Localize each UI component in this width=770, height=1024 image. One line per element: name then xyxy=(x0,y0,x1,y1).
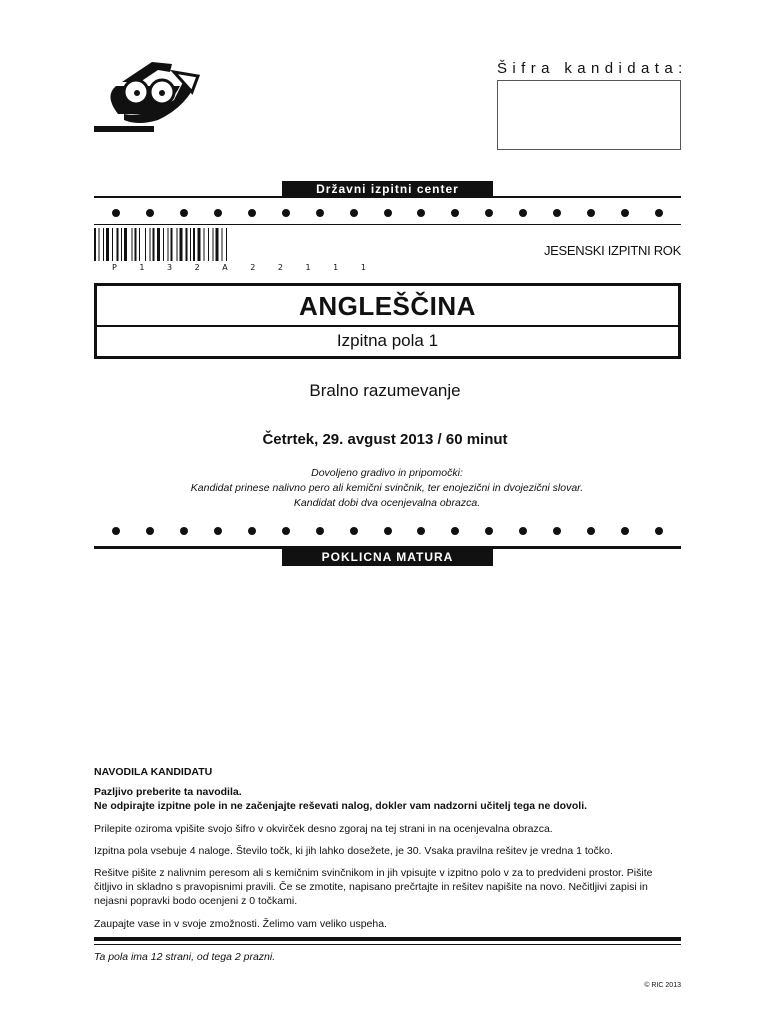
copyright: © RIC 2013 xyxy=(644,982,681,989)
instructions-title: NAVODILA KANDIDATU xyxy=(94,766,213,778)
allowed-materials-text: Kandidat dobi dva ocenjevalna obrazca. xyxy=(293,497,481,509)
divider-line xyxy=(94,944,681,945)
allowed-materials-heading: Dovoljeno gradivo in pripomočki: xyxy=(311,467,463,479)
exam-date: Četrtek, 29. avgust 2013 / 60 minut xyxy=(262,431,508,448)
subject-title: ANGLEŠČINA xyxy=(299,291,476,321)
candidate-code-box[interactable] xyxy=(497,80,681,150)
instructions-paragraph: Zaupajte vase in v svoje zmožnosti. Želimo vam veliko uspeha. xyxy=(94,918,387,930)
candidate-code-label: Šifra kandidata: xyxy=(497,60,688,77)
barcode xyxy=(94,228,270,261)
allowed-materials-text: Kandidat prinese nalivno pero ali kemični svinčnik, ter enojezični in dvojezični slovar. xyxy=(190,482,584,494)
divider-line xyxy=(94,224,681,225)
owl-logo-icon xyxy=(94,56,206,134)
instructions-warning: Ne odpirajte izpitne pole in ne začenjajte reševati nalog, dokler vam nadzorni učitelj tega ne dovoli. xyxy=(94,800,588,812)
title-divider xyxy=(97,325,678,327)
exam-term: JESENSKI IZPITNI ROK xyxy=(543,243,681,258)
instructions-paragraph: Prilepite oziroma vpišite svojo šifro v okvirček desno zgoraj na tej strani in na ocenjevalna obrazca. xyxy=(94,823,553,835)
barcode-number: P 1 3 2 A 2 2 1 1 1 xyxy=(112,263,376,272)
instructions-paragraph: Izpitna pola vsebuje 4 naloge. Število točk, ki jih lahko dosežete, je 30. Vsaka pravilna rešitev je vredna 1 točko. xyxy=(94,845,613,857)
instructions-warning: Pazljivo preberite ta navodila. xyxy=(94,786,242,798)
dot-row xyxy=(94,527,681,537)
pages-note: Ta pola ima 12 strani, od tega 2 prazni. xyxy=(94,951,276,963)
instructions-paragraph: Rešitve pišite z nalivnim peresom ali s kemičnim svinčnikom in jih vpisujte v izpitno polo v za to predvideni prostor. Pišite čitljivo in skladno s pravopisnimi pravili. Če se zmotite, napisano prečrtajte in rešitev napišite na novo. Nečitljivi zapisi in nejasni popravki bodo ocenjeni z 0 točkami. xyxy=(94,867,653,907)
exam-center-band: Državni izpitni center xyxy=(282,181,493,197)
divider-line xyxy=(94,196,681,198)
matura-band: POKLICNA MATURA xyxy=(282,548,493,566)
exam-part: Bralno razumevanje xyxy=(309,381,461,400)
dot-row xyxy=(94,209,681,219)
divider-line xyxy=(94,937,681,941)
paper-number: Izpitna pola 1 xyxy=(336,331,439,350)
